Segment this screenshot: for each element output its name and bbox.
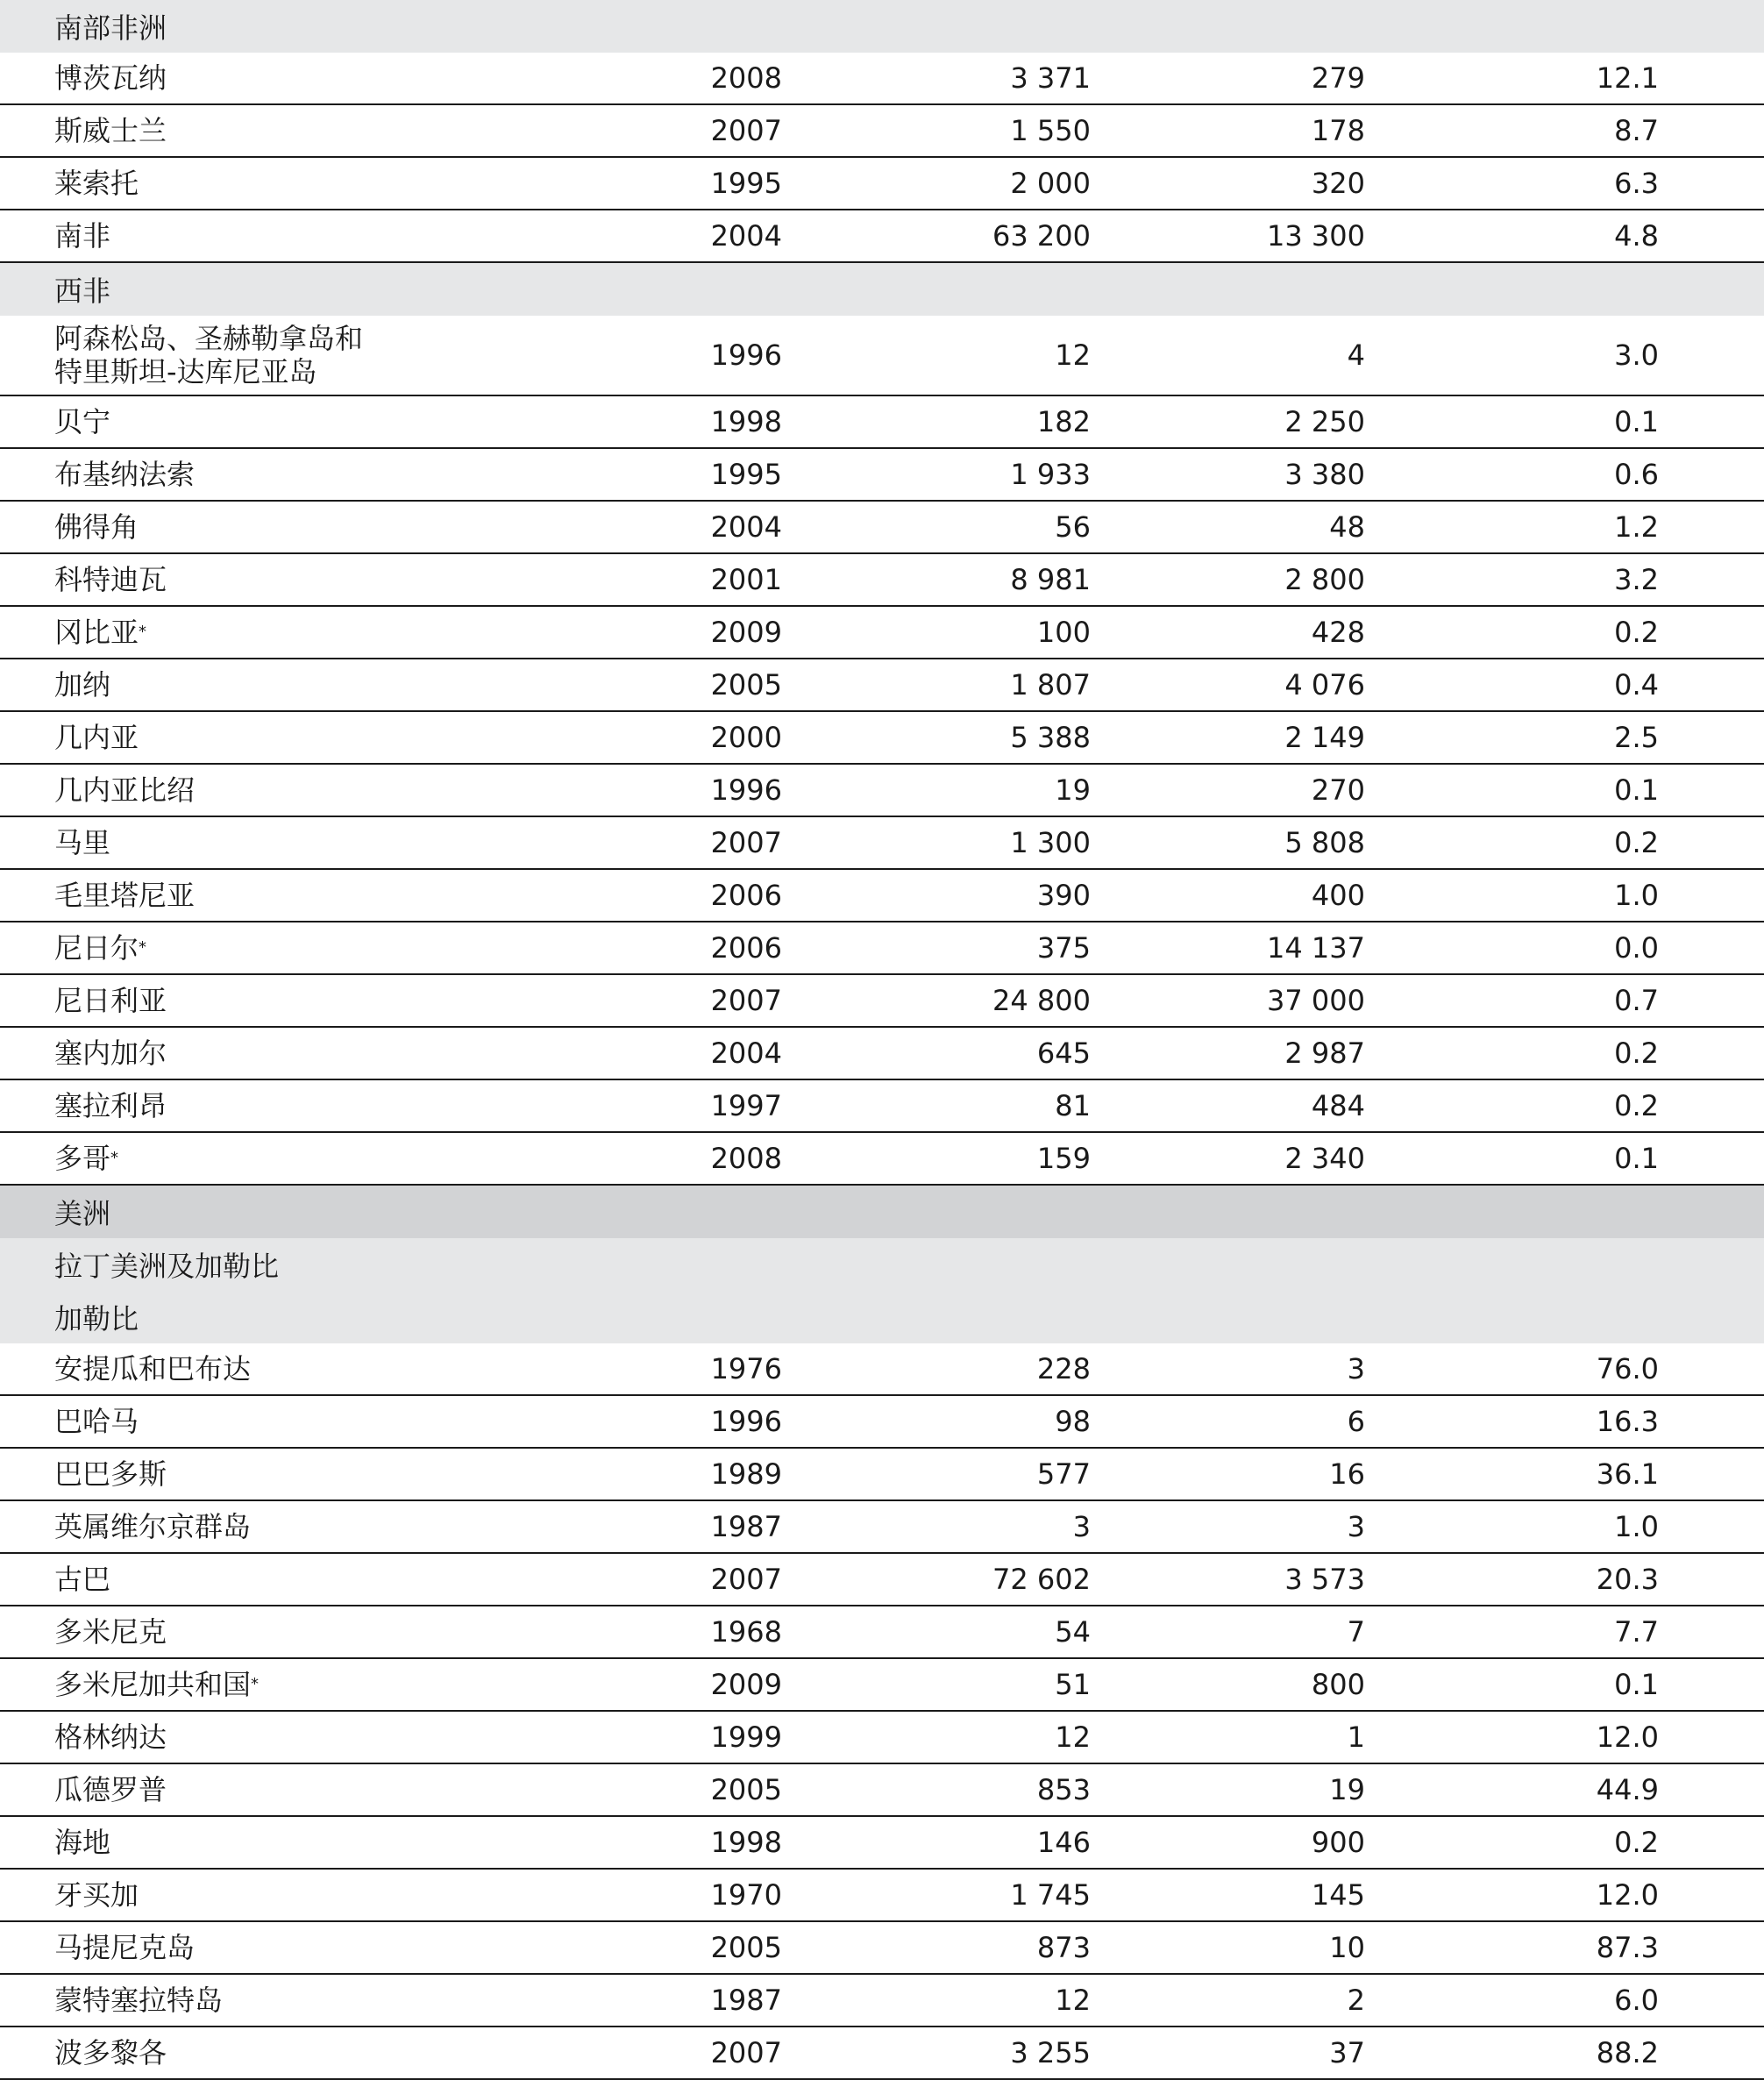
year-cell: 1999 xyxy=(710,1720,782,1754)
country-name-text: 海地 xyxy=(54,1826,111,1859)
value-3-cell: 12.0 xyxy=(1596,1878,1659,1912)
value-1-cell: 81 xyxy=(1055,1089,1091,1122)
value-3-cell: 44.9 xyxy=(1596,1773,1659,1806)
table-row xyxy=(0,1922,1764,1975)
country-name xyxy=(54,53,167,103)
year-cell: 2008 xyxy=(710,1142,782,1175)
table-row xyxy=(0,1554,1764,1606)
year-cell: 2005 xyxy=(710,668,782,702)
year-cell: 1997 xyxy=(710,1089,782,1122)
country-name xyxy=(54,1396,139,1447)
value-1-cell: 3 371 xyxy=(1010,61,1091,95)
country-name xyxy=(54,1554,110,1605)
country-name xyxy=(54,554,167,605)
country-name xyxy=(54,2027,167,2078)
country-name-text: 波多黎各 xyxy=(54,2036,167,2069)
value-3-cell: 20.3 xyxy=(1596,1563,1659,1596)
table-row xyxy=(0,502,1764,554)
country-name-text: 格林纳达 xyxy=(54,1720,167,1754)
country-name-text: 博茨瓦纳 xyxy=(54,61,167,95)
value-2-cell: 2 800 xyxy=(1284,563,1365,596)
value-3-cell: 8.7 xyxy=(1614,114,1659,147)
year-cell: 2008 xyxy=(710,61,782,95)
value-2-cell: 7 xyxy=(1347,1615,1365,1649)
country-name-text: 加纳 xyxy=(54,668,111,702)
value-2-cell: 428 xyxy=(1311,616,1365,649)
table-row xyxy=(0,1028,1764,1080)
country-name xyxy=(54,765,195,816)
country-name xyxy=(54,1817,110,1868)
value-3-cell: 36.1 xyxy=(1596,1457,1659,1491)
value-2-cell: 484 xyxy=(1311,1089,1365,1122)
value-2-cell: 279 xyxy=(1311,61,1365,95)
year-cell: 2005 xyxy=(710,1931,782,1964)
subregion-header xyxy=(0,1238,1764,1291)
country-name-line: 阿森松岛、圣赫勒拿岛和 xyxy=(54,322,364,355)
value-1-cell: 100 xyxy=(1036,616,1091,649)
table-row xyxy=(0,554,1764,607)
table-row xyxy=(0,607,1764,659)
value-3-cell: 6.3 xyxy=(1614,167,1659,200)
value-2-cell: 2 149 xyxy=(1284,721,1365,754)
table-row xyxy=(0,1659,1764,1712)
year-cell: 2000 xyxy=(710,721,782,754)
country-name xyxy=(54,1922,195,1973)
country-name-text: 毛里塔尼亚 xyxy=(54,879,196,912)
value-1-cell: 853 xyxy=(1036,1773,1091,1806)
value-3-cell: 0.2 xyxy=(1614,826,1659,859)
country-name xyxy=(54,1501,251,1552)
country-name-text: 马里 xyxy=(54,826,111,859)
country-name xyxy=(54,1449,167,1499)
country-name xyxy=(54,396,110,447)
country-name xyxy=(54,1975,223,2026)
value-2-cell: 2 xyxy=(1347,1984,1365,2017)
year-cell: 1987 xyxy=(710,1510,782,1543)
table-row xyxy=(0,765,1764,817)
subregion-header xyxy=(0,0,1764,53)
country-name-text: 塞内加尔 xyxy=(54,1036,167,1070)
value-2-cell: 10 xyxy=(1329,1931,1365,1964)
value-2-cell: 4 xyxy=(1347,338,1365,372)
value-1-cell: 12 xyxy=(1055,338,1091,372)
value-2-cell: 320 xyxy=(1311,167,1365,200)
table-row xyxy=(0,817,1764,870)
table-row xyxy=(0,659,1764,712)
value-3-cell: 12.0 xyxy=(1596,1720,1659,1754)
value-3-cell: 0.1 xyxy=(1614,1668,1659,1701)
table-row xyxy=(0,1449,1764,1501)
value-3-cell: 4.8 xyxy=(1614,219,1659,253)
country-name xyxy=(54,1343,251,1394)
year-cell: 2007 xyxy=(710,114,782,147)
value-1-cell: 5 388 xyxy=(1010,721,1091,754)
country-name xyxy=(54,158,139,209)
value-1-cell: 390 xyxy=(1036,879,1091,912)
value-1-cell: 577 xyxy=(1036,1457,1091,1491)
value-1-cell: 12 xyxy=(1055,1720,1091,1754)
table-row xyxy=(0,105,1764,158)
value-2-cell: 3 380 xyxy=(1284,458,1365,491)
region-header xyxy=(0,1186,1764,1238)
value-3-cell: 16.3 xyxy=(1596,1405,1659,1438)
value-2-cell: 3 xyxy=(1347,1352,1365,1385)
value-1-cell: 1 300 xyxy=(1010,826,1091,859)
table-row xyxy=(0,975,1764,1028)
year-cell: 2007 xyxy=(710,1563,782,1596)
value-1-cell: 1 807 xyxy=(1010,668,1091,702)
country-name xyxy=(54,210,110,261)
country-name-text: 多哥 xyxy=(54,1142,111,1175)
table-row xyxy=(0,449,1764,502)
value-3-cell: 0.1 xyxy=(1614,773,1659,807)
country-name xyxy=(54,449,195,500)
country-name-text: 尼日尔 xyxy=(54,931,139,965)
value-3-cell: 0.4 xyxy=(1614,668,1659,702)
section-label: 美洲 xyxy=(54,1197,111,1230)
value-1-cell: 19 xyxy=(1055,773,1091,807)
table-row xyxy=(0,712,1764,765)
country-name xyxy=(54,1764,167,1815)
country-name-text: 蒙特塞拉特岛 xyxy=(54,1984,224,2017)
value-3-cell: 0.0 xyxy=(1614,931,1659,965)
country-name xyxy=(54,502,139,552)
value-1-cell: 645 xyxy=(1036,1036,1091,1070)
value-3-cell: 0.7 xyxy=(1614,984,1659,1017)
value-2-cell: 1 xyxy=(1347,1720,1365,1754)
country-name-text: 冈比亚 xyxy=(54,616,139,649)
table-row xyxy=(0,1133,1764,1186)
value-3-cell: 2.5 xyxy=(1614,721,1659,754)
value-1-cell: 3 255 xyxy=(1010,2036,1091,2069)
value-2-cell: 178 xyxy=(1311,114,1365,147)
table-row xyxy=(0,1975,1764,2027)
value-1-cell: 72 602 xyxy=(992,1563,1091,1596)
year-cell: 2006 xyxy=(710,931,782,965)
value-2-cell: 2 250 xyxy=(1284,405,1365,438)
value-3-cell: 0.1 xyxy=(1614,405,1659,438)
value-1-cell: 159 xyxy=(1036,1142,1091,1175)
value-2-cell: 2 987 xyxy=(1284,1036,1365,1070)
country-name: 尼日尔 * xyxy=(54,931,147,965)
year-cell: 2007 xyxy=(710,826,782,859)
value-3-cell: 6.0 xyxy=(1614,1984,1659,2017)
country-name-text: 塞拉利昂 xyxy=(54,1089,167,1122)
year-cell: 2001 xyxy=(710,563,782,596)
value-3-cell: 7.7 xyxy=(1614,1615,1659,1649)
table-row xyxy=(0,1712,1764,1764)
country-name xyxy=(54,1870,139,1920)
table-row xyxy=(0,1396,1764,1449)
value-1-cell: 8 981 xyxy=(1010,563,1091,596)
value-2-cell: 400 xyxy=(1311,879,1365,912)
country-name xyxy=(54,659,110,710)
value-1-cell: 12 xyxy=(1055,1984,1091,2017)
country-name-text: 多米尼克 xyxy=(54,1615,167,1649)
value-1-cell: 1 933 xyxy=(1010,458,1091,491)
value-3-cell: 0.1 xyxy=(1614,1142,1659,1175)
value-2-cell: 3 573 xyxy=(1284,1563,1365,1596)
year-cell: 2004 xyxy=(710,1036,782,1070)
value-3-cell: 76.0 xyxy=(1596,1352,1659,1385)
value-1-cell: 51 xyxy=(1055,1668,1091,1701)
value-3-cell: 0.2 xyxy=(1614,1089,1659,1122)
year-cell: 1987 xyxy=(710,1984,782,2017)
table-row xyxy=(0,1870,1764,1922)
year-cell: 2004 xyxy=(710,219,782,253)
year-cell: 2009 xyxy=(710,1668,782,1701)
value-2-cell: 5 808 xyxy=(1284,826,1365,859)
year-cell: 2006 xyxy=(710,879,782,912)
table-row xyxy=(0,1606,1764,1659)
year-cell: 1976 xyxy=(710,1352,782,1385)
value-3-cell: 0.2 xyxy=(1614,616,1659,649)
country-name-text: 巴巴多斯 xyxy=(54,1457,167,1491)
value-2-cell: 270 xyxy=(1311,773,1365,807)
country-name: 多米尼加共和国 * xyxy=(54,1668,260,1701)
country-name-text: 安提瓜和巴布达 xyxy=(54,1352,252,1385)
value-3-cell: 12.1 xyxy=(1596,61,1659,95)
year-cell: 1968 xyxy=(710,1615,782,1649)
table-row xyxy=(0,1501,1764,1554)
country-name: 多哥 * xyxy=(54,1142,119,1175)
table-row xyxy=(0,53,1764,105)
country-name-text: 佛得角 xyxy=(54,510,139,544)
country-name-text: 几内亚比绍 xyxy=(54,773,196,807)
value-2-cell: 6 xyxy=(1347,1405,1365,1438)
table-row xyxy=(0,922,1764,975)
country-name-text: 科特迪瓦 xyxy=(54,563,167,596)
value-1-cell: 146 xyxy=(1036,1826,1091,1859)
value-3-cell: 1.0 xyxy=(1614,879,1659,912)
country-name xyxy=(54,1606,167,1657)
country-name xyxy=(54,870,195,921)
value-2-cell: 900 xyxy=(1311,1826,1365,1859)
subregion-header xyxy=(0,263,1764,316)
country-name-text: 尼日利亚 xyxy=(54,984,167,1017)
country-name-text: 马提尼克岛 xyxy=(54,1931,196,1964)
value-2-cell: 145 xyxy=(1311,1878,1365,1912)
section-label: 西非 xyxy=(54,274,111,308)
value-2-cell: 37 000 xyxy=(1267,984,1365,1017)
country-name xyxy=(54,975,167,1026)
country-name-text: 布基纳法索 xyxy=(54,458,196,491)
table-row xyxy=(0,1764,1764,1817)
table-row xyxy=(0,2027,1764,2080)
value-1-cell: 2 000 xyxy=(1010,167,1091,200)
country-name xyxy=(54,817,110,868)
country-name-text: 瓜德罗普 xyxy=(54,1773,167,1806)
value-2-cell: 2 340 xyxy=(1284,1142,1365,1175)
section-label: 加勒比 xyxy=(54,1302,139,1336)
country-name-text: 斯威士兰 xyxy=(54,114,167,147)
table-row xyxy=(0,1343,1764,1396)
value-1-cell: 98 xyxy=(1055,1405,1091,1438)
value-2-cell: 3 xyxy=(1347,1510,1365,1543)
value-2-cell: 13 300 xyxy=(1267,219,1365,253)
value-2-cell: 48 xyxy=(1329,510,1365,544)
table-row xyxy=(0,1817,1764,1870)
value-1-cell: 1 745 xyxy=(1010,1878,1091,1912)
country-name xyxy=(54,712,139,763)
year-cell: 1995 xyxy=(710,458,782,491)
value-1-cell: 63 200 xyxy=(992,219,1091,253)
section-label: 拉丁美洲及加勒比 xyxy=(54,1250,280,1283)
year-cell: 1996 xyxy=(710,1405,782,1438)
year-cell: 1970 xyxy=(710,1878,782,1912)
subregion-header xyxy=(0,1291,1764,1343)
table-row xyxy=(0,870,1764,922)
country-name-text: 莱索托 xyxy=(54,167,139,200)
table-row xyxy=(0,210,1764,263)
value-2-cell: 16 xyxy=(1329,1457,1365,1491)
value-1-cell: 228 xyxy=(1036,1352,1091,1385)
year-cell: 1995 xyxy=(710,167,782,200)
value-1-cell: 54 xyxy=(1055,1615,1091,1649)
value-3-cell: 0.2 xyxy=(1614,1826,1659,1859)
country-name xyxy=(54,1080,167,1131)
country-name-text: 英属维尔京群岛 xyxy=(54,1510,252,1543)
year-cell: 1998 xyxy=(710,405,782,438)
value-3-cell: 1.2 xyxy=(1614,510,1659,544)
value-3-cell: 3.0 xyxy=(1614,338,1659,372)
value-3-cell: 87.3 xyxy=(1596,1931,1659,1964)
value-1-cell: 56 xyxy=(1055,510,1091,544)
year-cell: 2009 xyxy=(710,616,782,649)
table-row xyxy=(0,396,1764,449)
value-2-cell: 14 137 xyxy=(1267,931,1365,965)
section-label: 南部非洲 xyxy=(54,11,167,45)
country-name-text: 古巴 xyxy=(54,1563,111,1596)
year-cell: 1989 xyxy=(710,1457,782,1491)
year-cell: 2004 xyxy=(710,510,782,544)
country-name-line: 特里斯坦-达库尼亚岛 xyxy=(54,355,317,388)
value-1-cell: 182 xyxy=(1036,405,1091,438)
value-1-cell: 1 550 xyxy=(1010,114,1091,147)
value-2-cell: 19 xyxy=(1329,1773,1365,1806)
value-3-cell: 3.2 xyxy=(1614,563,1659,596)
country-name-text: 巴哈马 xyxy=(54,1405,139,1438)
table-row xyxy=(0,1080,1764,1133)
value-2-cell: 4 076 xyxy=(1284,668,1365,702)
country-name xyxy=(54,316,363,395)
country-name: 冈比亚 * xyxy=(54,616,147,649)
value-2-cell: 37 xyxy=(1329,2036,1365,2069)
value-3-cell: 0.6 xyxy=(1614,458,1659,491)
year-cell: 2007 xyxy=(710,984,782,1017)
value-3-cell: 0.2 xyxy=(1614,1036,1659,1070)
country-name-text: 几内亚 xyxy=(54,721,139,754)
country-name-text: 贝宁 xyxy=(54,405,111,438)
year-cell: 1996 xyxy=(710,338,782,372)
country-name-text: 多米尼加共和国 xyxy=(54,1668,252,1701)
table-row xyxy=(0,316,1764,396)
year-cell: 1998 xyxy=(710,1826,782,1859)
country-name-text: 南非 xyxy=(54,219,111,253)
value-3-cell: 88.2 xyxy=(1596,2036,1659,2069)
value-3-cell: 1.0 xyxy=(1614,1510,1659,1543)
year-cell: 2005 xyxy=(710,1773,782,1806)
table-row xyxy=(0,158,1764,210)
value-1-cell: 3 xyxy=(1072,1510,1091,1543)
country-name xyxy=(54,1712,167,1763)
value-1-cell: 873 xyxy=(1036,1931,1091,1964)
value-2-cell: 800 xyxy=(1311,1668,1365,1701)
value-1-cell: 24 800 xyxy=(992,984,1091,1017)
year-cell: 2007 xyxy=(710,2036,782,2069)
year-cell: 1996 xyxy=(710,773,782,807)
value-1-cell: 375 xyxy=(1036,931,1091,965)
country-name xyxy=(54,105,167,156)
country-name xyxy=(54,1028,167,1079)
country-name-text: 牙买加 xyxy=(54,1878,139,1912)
